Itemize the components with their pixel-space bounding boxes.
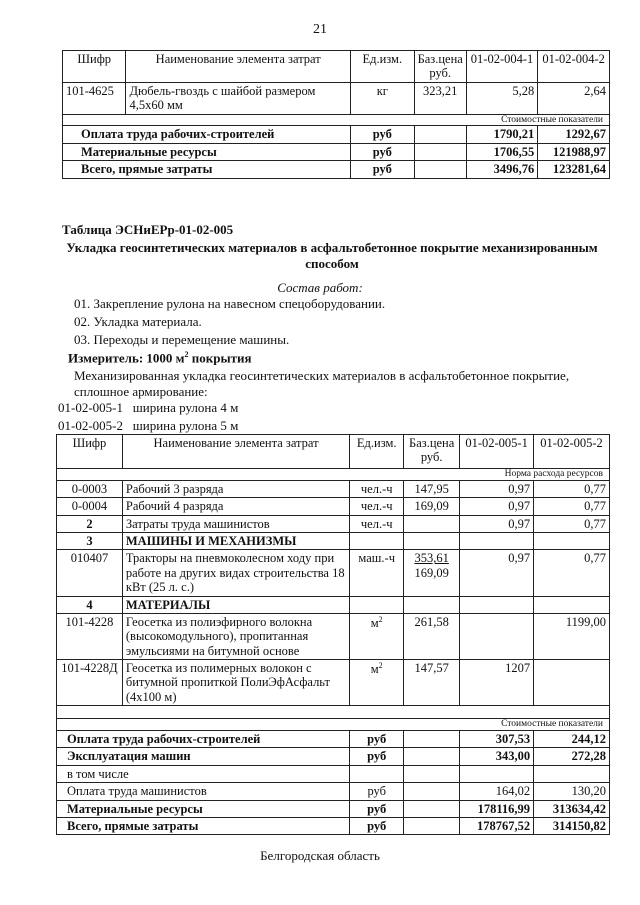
header-col2: 01-02-005-2 xyxy=(534,435,610,469)
work-item: 02. Укладка материала. xyxy=(74,314,202,329)
cost-table-004 xyxy=(62,50,610,179)
description: Механизированная укладка геосинтетических материалов в асфальтобетонное покрытие, сплошное армирование: xyxy=(74,368,570,400)
summary-row: Эксплуатация машин руб 343,00 272,28 xyxy=(57,748,610,765)
header-unit: Ед.изм. xyxy=(350,435,404,469)
summary-row: Всего, прямые затраты руб 178767,52 314150,82 xyxy=(57,817,610,834)
summary-row: Всего, прямые затраты руб 3496,76 123281,64 xyxy=(63,161,610,178)
work-composition-title: Состав работ: xyxy=(277,280,363,295)
page-number: 21 xyxy=(313,22,327,37)
cost-table-005 xyxy=(56,434,610,835)
variant-row: 01-02-005-1 ширина рулона 4 м xyxy=(58,400,239,415)
summary-row: Материальные ресурсы руб 178116,99 313634,42 xyxy=(57,800,610,817)
table-title: Таблица ЭСНиЕРр-01-02-005 xyxy=(62,222,234,237)
table-header-row xyxy=(63,51,610,83)
header-code: Шифр xyxy=(57,435,123,469)
table-row: 010407 Тракторы на пневмоколесном ходу при работе на других видах строительства 18 кВт (25 л. с.) маш.-ч 353,61 169,09 0,97 0,77 xyxy=(57,550,610,596)
row-price: 323,21 xyxy=(414,82,466,114)
meter-label: Измеритель: 1000 $м^2$ покрытия xyxy=(68,350,252,366)
header-base-price: Баз.цена руб. xyxy=(414,51,466,83)
header-col1: 01-02-005-1 xyxy=(460,435,534,469)
header-code: Шифр xyxy=(63,51,126,83)
header-base-price: Баз.цена руб. xyxy=(404,435,460,469)
summary-row: в том числе xyxy=(57,765,610,782)
table-row: 101-4228Д Геосетка из полимерных волокон с битумной пропиткой ПолиЭфАсфальт (4х100 м) $м^2$ 147,57 1207 xyxy=(57,660,610,706)
section-row: 3 МАШИНЫ И МЕХАНИЗМЫ xyxy=(57,533,610,550)
work-item: 01. Закрепление рулона на навесном спецоборудовании. xyxy=(74,296,386,311)
row-v1: 5,28 xyxy=(466,82,537,114)
header-col1: 01-02-004-1 xyxy=(466,51,537,83)
table-row xyxy=(63,82,610,114)
summary-row: Оплата труда рабочих-строителей руб 1790,21 1292,67 xyxy=(63,126,610,143)
row-v2: 2,64 xyxy=(538,82,610,114)
header-name: Наименование элемента затрат xyxy=(122,435,349,469)
table-row: 0-0003 Рабочий 3 разряда чел.-ч 147,95 0,97 0,77 xyxy=(57,480,610,497)
section-row: 4 МАТЕРИАЛЫ xyxy=(57,596,610,613)
table-subtitle: Укладка геосинтетических материалов в асфальтобетонное покрытие механизированным способом xyxy=(66,240,598,271)
variant-row: 01-02-005-2 ширина рулона 5 м xyxy=(58,418,239,433)
summary-row: Оплата труда машинистов руб 164,02 130,20 xyxy=(57,783,610,800)
row-code: 101-4625 xyxy=(63,82,126,114)
footer-region: Белгородская область xyxy=(260,848,380,863)
header-unit: Ед.изм. xyxy=(351,51,415,83)
norm-label: Норма расхода ресурсов xyxy=(57,469,610,481)
work-item: 03. Переходы и перемещение машины. xyxy=(74,332,290,347)
header-name: Наименование элемента затрат xyxy=(126,51,351,83)
table-header-row xyxy=(57,435,610,469)
row-unit: кг xyxy=(351,82,415,114)
cost-indicators-label: Стоимостные показатели xyxy=(57,719,610,731)
table-row: 101-4228 Геосетка из полиэфирного волокна (высокомодульного), пропитанная эмульсиями на битумной основе $м^2$ 261,58 1199,00 xyxy=(57,613,610,659)
summary-row: Материальные ресурсы руб 1706,55 121988,97 xyxy=(63,143,610,160)
cost-indicators-label: Стоимостные показатели xyxy=(63,114,610,126)
row-name: Дюбель-гвоздь с шайбой размером 4,5х60 мм xyxy=(126,82,351,114)
header-col2: 01-02-004-2 xyxy=(538,51,610,83)
table-row: 0-0004 Рабочий 4 разряда чел.-ч 169,09 0,97 0,77 xyxy=(57,498,610,515)
table-row: 2 Затраты труда машинистов чел.-ч 0,97 0,77 xyxy=(57,515,610,532)
summary-row: Оплата труда рабочих-строителей руб 307,53 244,12 xyxy=(57,731,610,748)
